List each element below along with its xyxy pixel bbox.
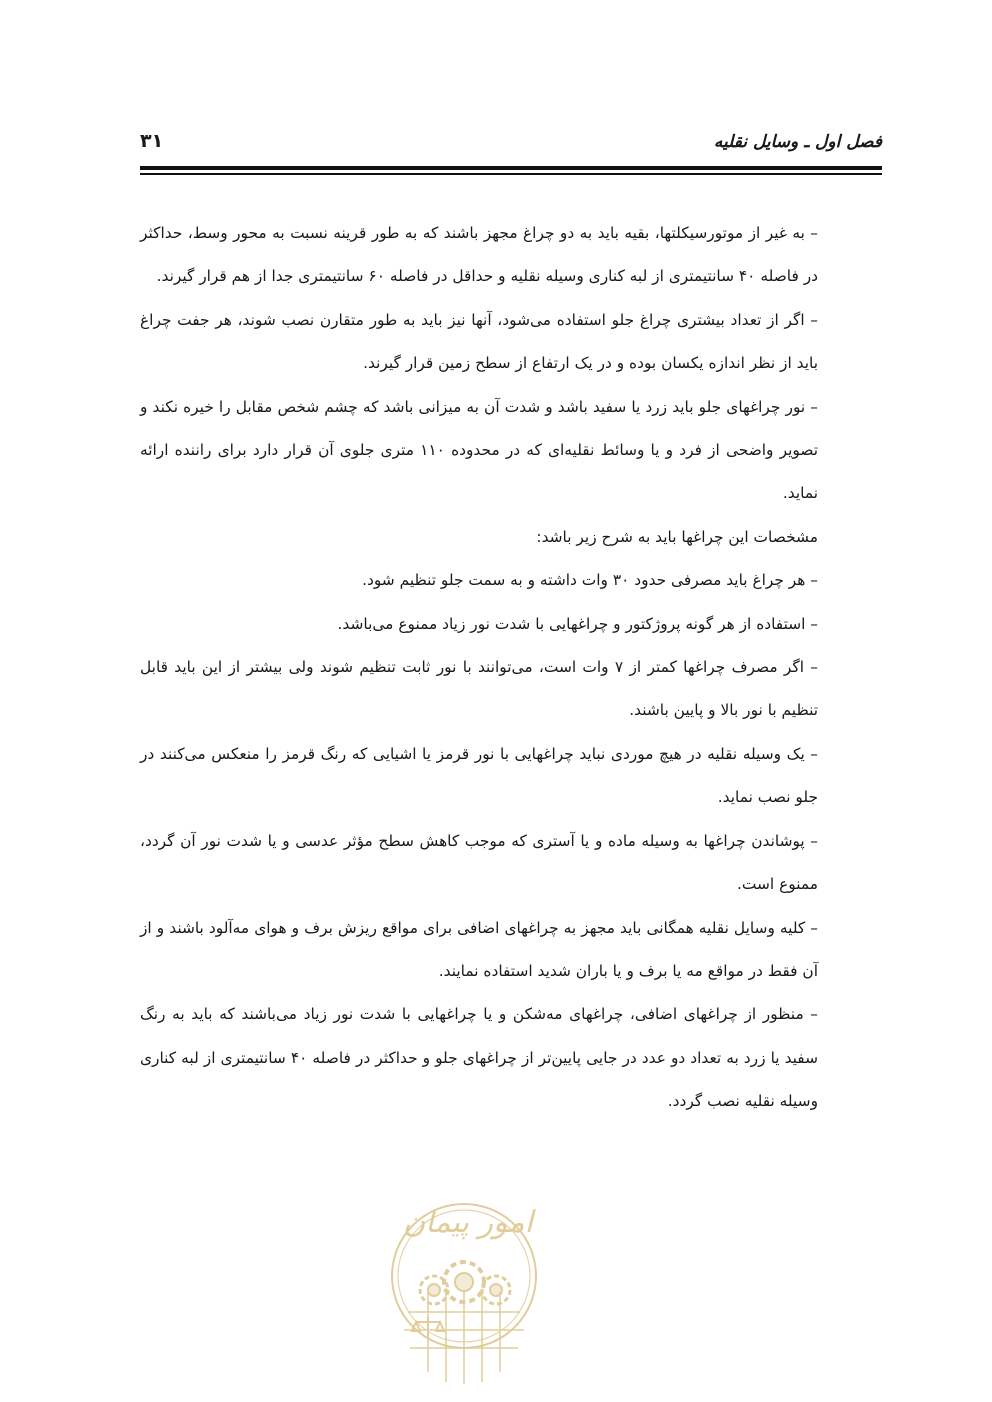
paragraph: – کلیه وسایل نقلیه همگانی باید مجهز به چراغهای اضافی برای مواقع ریزش برف و هوای مه‌آلود باشند و از آن فقط در مواقع مه یا برف و یا باران شدید استفاده نمایند. <box>140 918 818 980</box>
paragraph: – یک وسیله نقلیه در هیچ موردی نباید چراغهایی با نور قرمز یا اشیایی که رنگ قرمز را منعکس می‌کنند در جلو نصب نماید. <box>140 744 818 807</box>
paragraph: – هر چراغ باید مصرفی حدود ۳۰ وات داشته و به سمت جلو تنظیم شود. <box>362 571 818 590</box>
paragraph: مشخصات این چراغها باید به شرح زیر باشد: <box>536 527 818 546</box>
paragraph: – منظور از چراغهای اضافی، چراغهای مه‌شکن و یا چراغهایی با شدت نور زیاد می‌باشند که باید به رنگ سفید یا زرد به تعداد دو عدد در جایی پایین‌تر از چراغهای جلو و حداکثر در فاصله ۴۰ سانتیمتری از لبه کناری وسیله نقلیه نصب گردد. <box>140 1005 818 1111</box>
header-rule-thick <box>140 166 882 170</box>
logo-lettering: امور پیمان <box>403 1205 533 1240</box>
paragraph: – اگر از تعداد بیشتری چراغ جلو استفاده می‌شود، آنها نیز باید به طور متقارن نصب شوند، هر جفت چراغ باید از نظر اندازه یکسان بوده و در یک ارتفاع از سطح زمین قرار گیرند. <box>140 310 818 373</box>
publisher-logo-watermark <box>388 1172 540 1402</box>
paragraph: – پوشاندن چراغها به وسیله ماده و یا آستری که موجب کاهش سطح مؤثر عدسی و یا شدت نور آن گردد، ممنوع است. <box>140 831 818 894</box>
paragraph: – به غیر از موتورسیکلتها، بقیه باید به دو چراغ مجهز باشند که به طور قرینه نسبت به محور وسط، حداکثر در فاصله ۴۰ سانتیمتری از لبه کناری وسیله نقلیه و حداقل در فاصله ۶۰ سانتیمتری جدا از هم قرار گیرند. <box>140 224 818 286</box>
paragraph: – استفاده از هر گونه پروژکتور و چراغهایی با شدت نور زیاد ممنوع می‌باشد. <box>337 614 818 633</box>
paragraph: – اگر مصرف چراغها کمتر از ۷ وات است، می‌توانند با نور ثابت تنظیم شوند ولی بیشتر از این باید قابل تنظیم با نور بالا و پایین باشند. <box>140 658 818 720</box>
header-rule-thin <box>140 173 882 175</box>
chapter-title: فصل اول ـ وسایل نقلیه <box>713 132 882 152</box>
page-header <box>140 128 882 160</box>
page-number: ۳۱ <box>140 130 164 152</box>
paragraph: – نور چراغهای جلو باید زرد یا سفید باشد و شدت آن به میزانی باشد که چشم شخص مقابل را خیره نکند و تصویر واضحی از فرد و یا وسائط نقلیه‌ای که در محدوده ۱۱۰ متری جلوی آن قرار دارد برای راننده ارائه نماید. <box>140 397 818 503</box>
body-text <box>140 212 844 1124</box>
